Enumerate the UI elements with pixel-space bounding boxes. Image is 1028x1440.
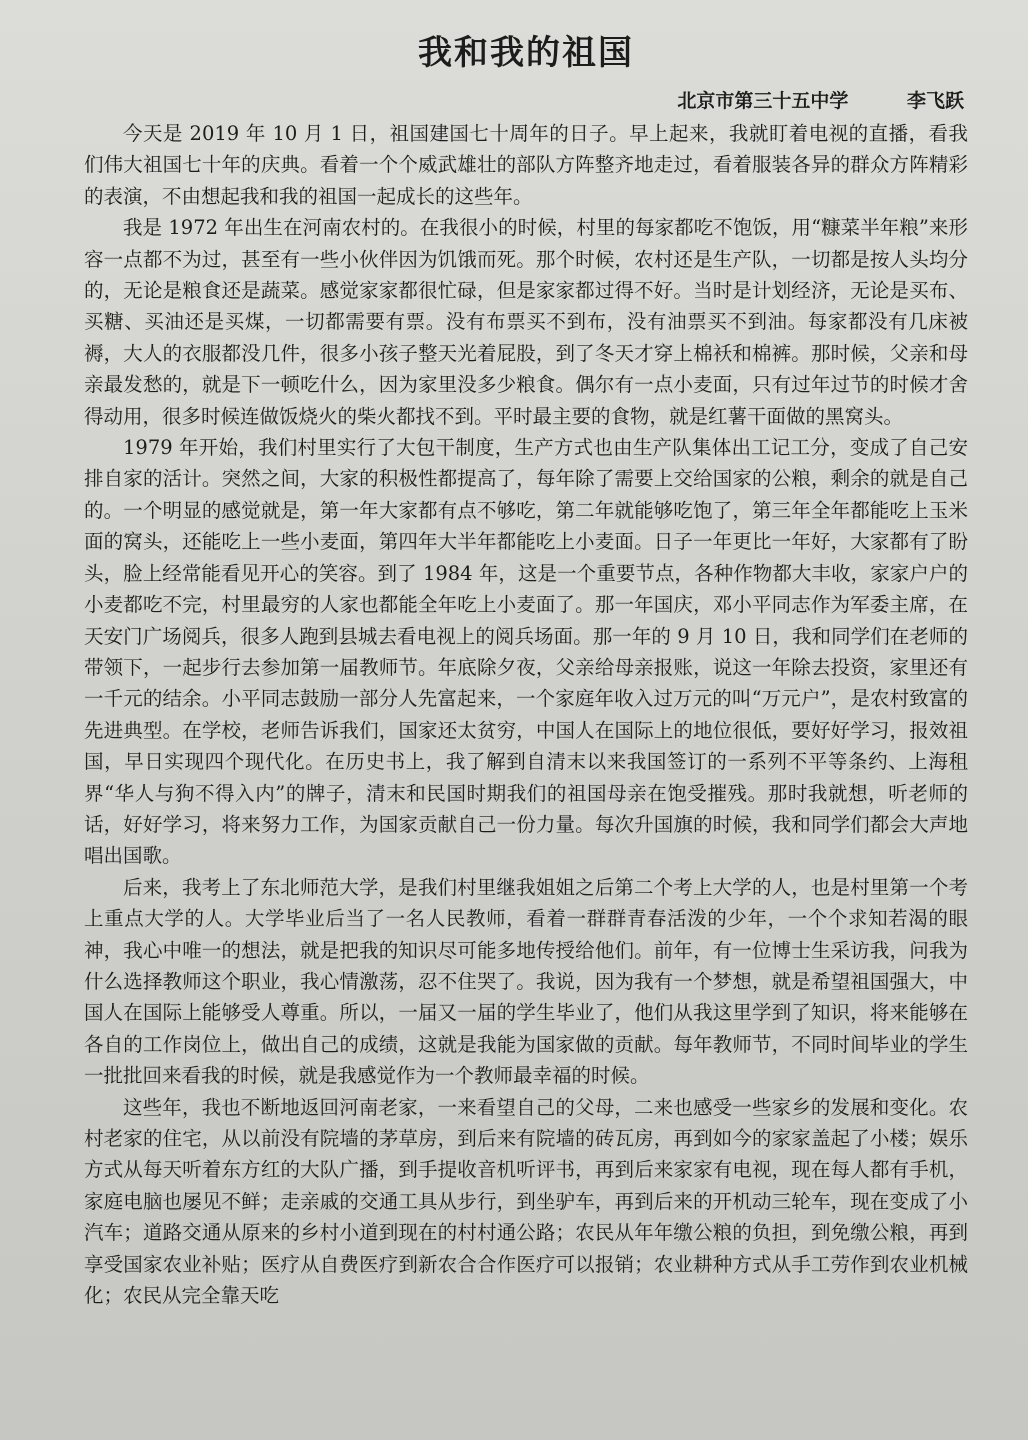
document-title: 我和我的祖国: [418, 33, 634, 73]
paragraph-4: 后来，我考上了东北师范大学，是我们村里继我姐姐之后第二个考上大学的人，也是村里第一个考上重点大学的人。大学毕业后当了一名人民教师，看着一群群青春活泼的少年，一个个求知若渴的眼神，我心中唯一的想法，就是把我的知识尽可能多地传授给他们。前年，有一位博士生采访我，问我为什么选择教师这个职业，我心情激荡，忍不住哭了。我说，因为我有一个梦想，就是希望祖国强大，中国人在国际上能够受人尊重。所以，一届又一届的学生毕业了，他们从我这里学到了知识，将来能够在各自的工作岗位上，做出自己的成绩，这就是我能为国家做的贡献。每年教师节，不同时间毕业的学生一批批回来看我的时候，就是我感觉作为一个教师最幸福的时候。: [84, 875, 968, 1088]
paragraph-5: 这些年，我也不断地返回河南老家，一来看望自己的父母，二来也感受一些家乡的发展和变化。农村老家的住宅，从以前没有院墙的茅草房，到后来有院墙的砖瓦房，再到如今的家家盖起了小楼；娱乐方式从每天听着东方红的大队广播，到手提收音机听评书，再到后来家家有电视，现在每人都有手机，家庭电脑也屡见不鲜；走亲戚的交通工具从步行，到坐驴车，再到后来的开机动三轮车，现在变成了小汽车；道路交通从原来的乡村小道到现在的村村通公路；农民从年年缴公粮的负担，到免缴公粮，再到享受国家农业补贴；医疗从自费医疗到新农合合作医疗可以报销；农业耕种方式从手工劳作到农业机械化；农民从完全靠天吃: [84, 1095, 968, 1308]
paragraph-1: 今天是 2019 年 10 月 1 日，祖国建国七十周年的日子。早上起来，我就盯着电视的直播，看我们伟大祖国七十年的庆典。看着一个个威武雄壮的部队方阵整齐地走过，看着服装各异的群众方阵精彩的表演，不由想起我和我的祖国一起成长的这些年。: [84, 122, 968, 208]
paragraph-3: 1979 年开始，我们村里实行了大包干制度，生产方式也由生产队集体出工记工分，变成了自己安排自家的活计。突然之间，大家的积极性都提高了，每年除了需要上交给国家的公粮，剩余的就是自己的。一个明显的感觉就是，第一年大家都有点不够吃，第二年就能够吃饱了，第三年全年都能吃上玉米面的窝头，还能吃上一些小麦面，第四年大半年都能吃上小麦面。日子一年更比一年好，大家都有了盼头，脸上经常能看见开心的笑容。到了 1984 年，这是一个重要节点，各种作物都大丰收，家家户户的小麦都吃不完，村里最穷的人家也都能全年吃上小麦面了。那一年国庆，邓小平同志作为军委主席，在天安门广场阅兵，很多人跑到县城去看电视上的阅兵场面。那一年的 9 月 10 日，我和同学们在老师的带领下，一起步行去参加第一届教师节。年底除夕夜，父亲给母亲报账，说这一年除去投资，家里还有一千元的结余。小平同志鼓励一部分人先富起来，一个家庭年收入过万元的叫“万元户”，是农村致富的先进典型。在学校，老师告诉我们，国家还太贫穷，中国人在国际上的地位很低，要好好学习，报效祖国，早日实现四个现代化。在历史书上，我了解到自清末以来我国签订的一系列不平等条约、上海租界“华人与狗不得入内”的牌子，清末和民国时期我们的祖国母亲在饱受摧残。那时我就想，听老师的话，好好学习，将来努力工作，为国家贡献自己一份力量。每次升国旗的时候，我和同学们都会大声地唱出国歌。: [84, 436, 968, 868]
byline: [84, 86, 964, 116]
school-name: 北京市第三十五中学: [677, 90, 849, 112]
author-name: 李飞跃: [906, 90, 964, 112]
body-text: [84, 118, 968, 1311]
paragraph-2: 我是 1972 年出生在河南农村的。在我很小的时候，村里的每家都吃不饱饭，用“糠菜半年粮”来形容一点都不为过，甚至有一些小伙伴因为饥饿而死。那个时候，农村还是生产队，一切都是按人头均分的，无论是粮食还是蔬菜。感觉家家都很忙碌，但是家家都过得不好。当时是计划经济，无论是买布、买糖、买油还是买煤，一切都需要有票。没有布票买不到布，没有油票买不到油。每家都没有几床被褥，大人的衣服都没几件，很多小孩子整天光着屁股，到了冬天才穿上棉袄和棉裤。那时候，父亲和母亲最发愁的，就是下一顿吃什么，因为家里没多少粮食。偶尔有一点小麦面，只有过年过节的时候才舍得动用，很多时候连做饭烧火的柴火都找不到。平时最主要的食物，就是红薯干面做的黑窝头。: [84, 216, 968, 428]
